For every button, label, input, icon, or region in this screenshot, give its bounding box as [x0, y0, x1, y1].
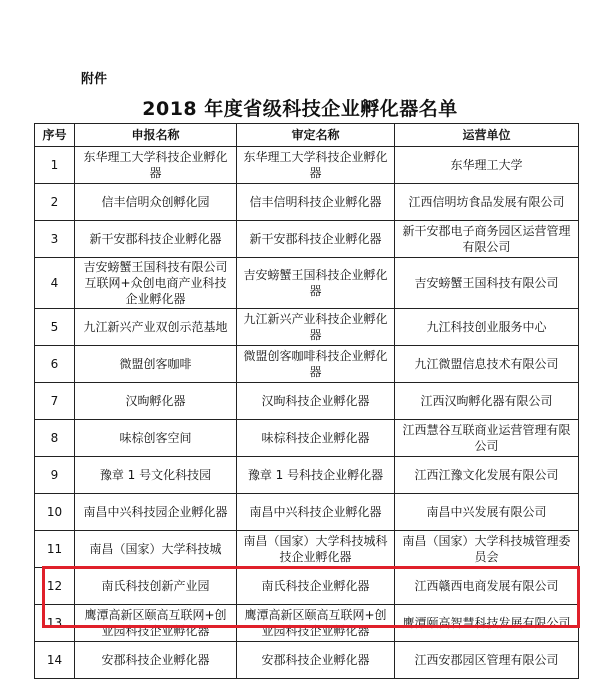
table-row [35, 568, 579, 605]
cell-applied-name: 吉安螃蟹王国科技有限公司互联网+众创电商产业科技企业孵化器 [75, 258, 237, 309]
cell-operator: 九江微盟信息技术有限公司 [395, 346, 579, 383]
cell-approved-name: 味棕科技企业孵化器 [237, 420, 395, 457]
header-approved-name: 审定名称 [237, 124, 395, 147]
cell-approved-name: 微盟创客咖啡科技企业孵化器 [237, 346, 395, 383]
table-header-row [35, 124, 579, 147]
cell-operator: 南昌中兴发展有限公司 [395, 494, 579, 531]
cell-approved-name: 南昌中兴科技企业孵化器 [237, 494, 395, 531]
cell-applied-name: 汉昫孵化器 [75, 383, 237, 420]
table-row [35, 221, 579, 258]
cell-serial-no: 2 [35, 184, 75, 221]
table-row [35, 531, 579, 568]
cell-approved-name: 南昌（国家）大学科技城科技企业孵化器 [237, 531, 395, 568]
cell-applied-name: 东华理工大学科技企业孵化器 [75, 147, 237, 184]
cell-applied-name: 安郡科技企业孵化器 [75, 642, 237, 679]
cell-operator: 江西慧谷互联商业运营管理有限公司 [395, 420, 579, 457]
cell-operator: 江西安郡园区管理有限公司 [395, 642, 579, 679]
cell-serial-no: 3 [35, 221, 75, 258]
cell-applied-name: 南昌中兴科技园企业孵化器 [75, 494, 237, 531]
cell-applied-name: 豫章 1 号文化科技园 [75, 457, 237, 494]
header-applied-name: 申报名称 [75, 124, 237, 147]
cell-operator: 江西江豫文化发展有限公司 [395, 457, 579, 494]
table-row [35, 494, 579, 531]
cell-operator: 南昌（国家）大学科技城管理委员会 [395, 531, 579, 568]
cell-operator: 江西汉昫孵化器有限公司 [395, 383, 579, 420]
table-row [35, 309, 579, 346]
cell-serial-no: 13 [35, 605, 75, 642]
cell-approved-name: 东华理工大学科技企业孵化器 [237, 147, 395, 184]
cell-applied-name: 信丰信明众创孵化园 [75, 184, 237, 221]
cell-approved-name: 安郡科技企业孵化器 [237, 642, 395, 679]
table-row [35, 258, 579, 309]
cell-approved-name: 豫章 1 号科技企业孵化器 [237, 457, 395, 494]
header-operator: 运营单位 [395, 124, 579, 147]
cell-serial-no: 12 [35, 568, 75, 605]
cell-operator: 九江科技创业服务中心 [395, 309, 579, 346]
table-row [35, 383, 579, 420]
cell-approved-name: 鹰潭高新区颐高互联网+创业园科技企业孵化器 [237, 605, 395, 642]
cell-approved-name: 汉昫科技企业孵化器 [237, 383, 395, 420]
cell-operator: 江西信明坊食品发展有限公司 [395, 184, 579, 221]
cell-approved-name: 南氏科技企业孵化器 [237, 568, 395, 605]
attachment-label: 附件 [81, 72, 108, 87]
cell-operator: 鹰潭颐高智慧科技发展有限公司 [395, 605, 579, 642]
document-title: 2018 年度省级科技企业孵化器名单 [142, 98, 458, 120]
table-row [35, 642, 579, 679]
table-row [35, 457, 579, 494]
cell-applied-name: 鹰潭高新区颐高互联网+创业园科技企业孵化器 [75, 605, 237, 642]
cell-serial-no: 7 [35, 383, 75, 420]
incubator-table [34, 123, 579, 679]
cell-operator: 新干安郡电子商务园区运营管理有限公司 [395, 221, 579, 258]
cell-applied-name: 味棕创客空间 [75, 420, 237, 457]
cell-serial-no: 5 [35, 309, 75, 346]
cell-serial-no: 1 [35, 147, 75, 184]
cell-applied-name: 南昌（国家）大学科技城 [75, 531, 237, 568]
cell-serial-no: 10 [35, 494, 75, 531]
cell-serial-no: 14 [35, 642, 75, 679]
cell-approved-name: 信丰信明科技企业孵化器 [237, 184, 395, 221]
cell-applied-name: 新干安郡科技企业孵化器 [75, 221, 237, 258]
cell-serial-no: 11 [35, 531, 75, 568]
table-row [35, 147, 579, 184]
table-row [35, 420, 579, 457]
cell-operator: 江西赣西电商发展有限公司 [395, 568, 579, 605]
cell-serial-no: 9 [35, 457, 75, 494]
cell-approved-name: 九江新兴产业科技企业孵化器 [237, 309, 395, 346]
cell-approved-name: 新干安郡科技企业孵化器 [237, 221, 395, 258]
cell-approved-name: 吉安螃蟹王国科技企业孵化器 [237, 258, 395, 309]
cell-operator: 吉安螃蟹王国科技有限公司 [395, 258, 579, 309]
cell-operator: 东华理工大学 [395, 147, 579, 184]
cell-applied-name: 南氏科技创新产业园 [75, 568, 237, 605]
table-row [35, 184, 579, 221]
table-row [35, 605, 579, 642]
cell-serial-no: 4 [35, 258, 75, 309]
cell-serial-no: 6 [35, 346, 75, 383]
table-row [35, 346, 579, 383]
cell-serial-no: 8 [35, 420, 75, 457]
header-serial-no: 序号 [35, 124, 75, 147]
cell-applied-name: 微盟创客咖啡 [75, 346, 237, 383]
cell-applied-name: 九江新兴产业双创示范基地 [75, 309, 237, 346]
